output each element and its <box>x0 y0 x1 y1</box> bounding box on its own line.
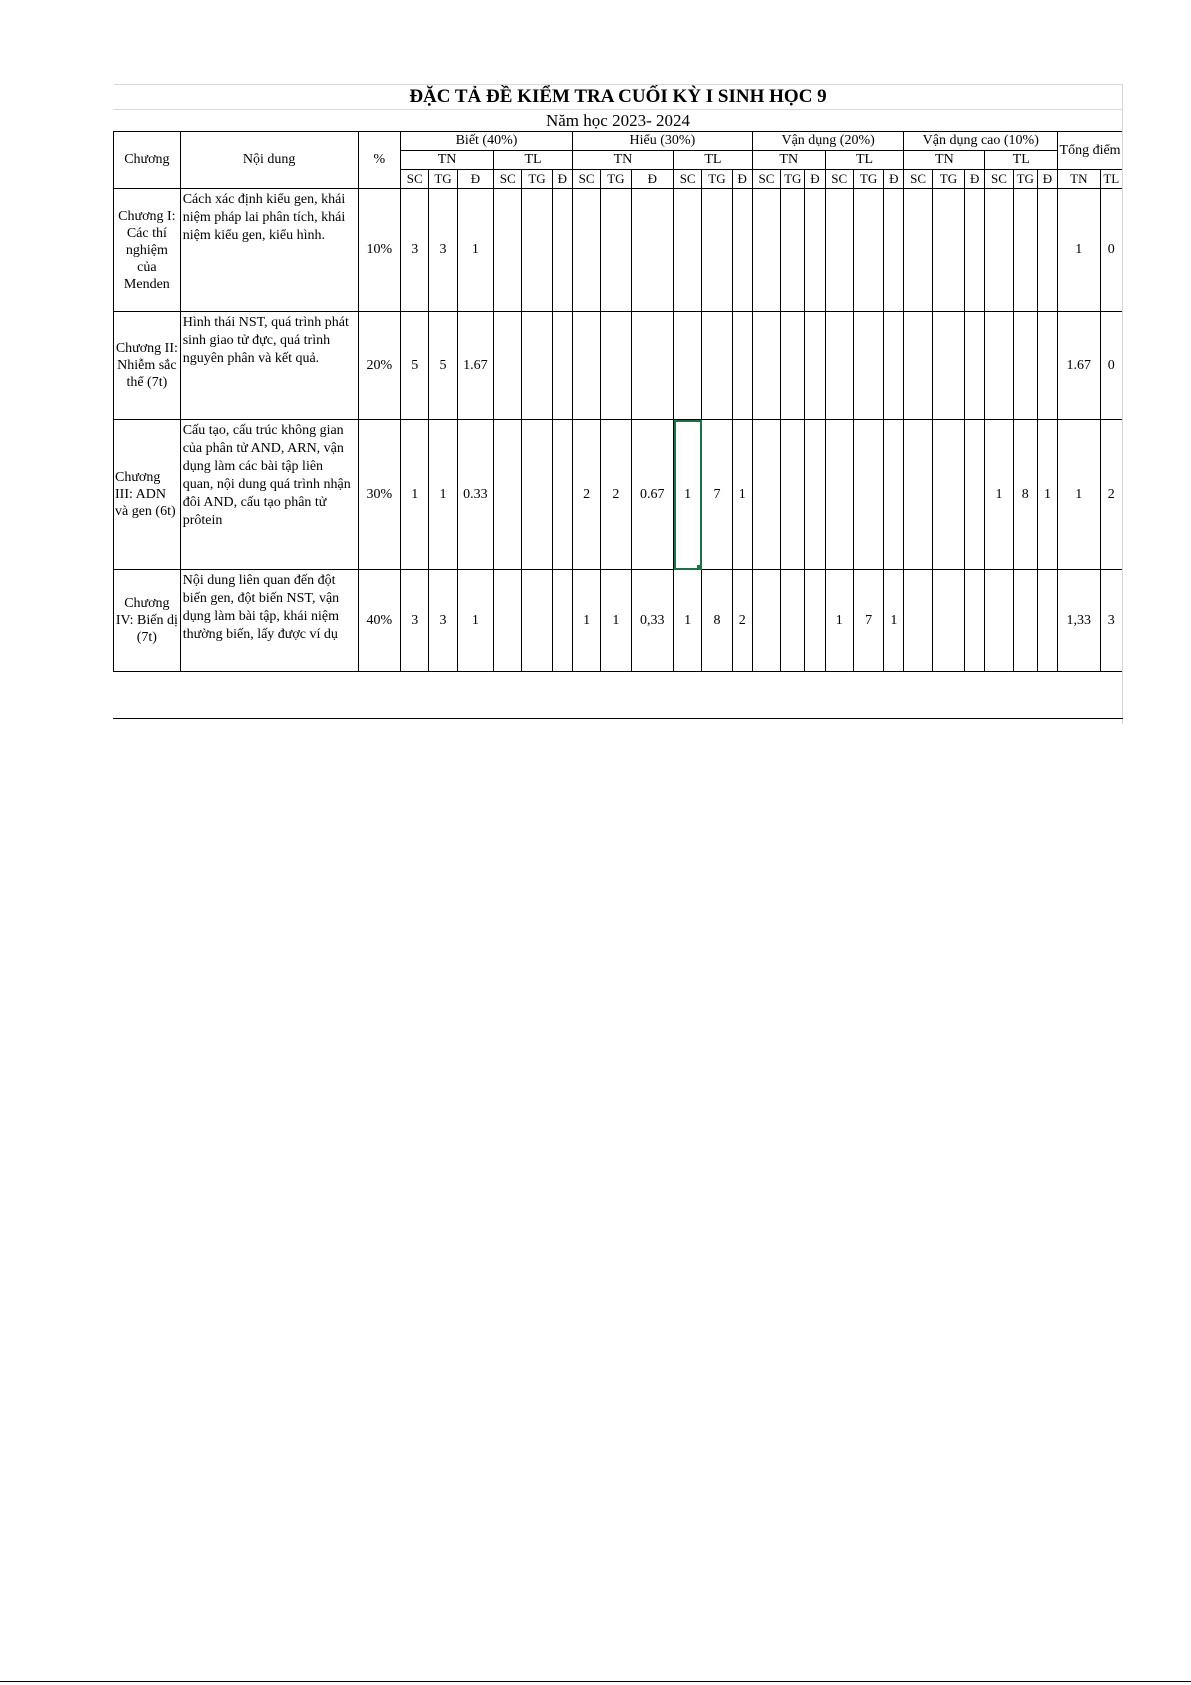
value-cell[interactable] <box>904 189 932 312</box>
total-tl-cell[interactable]: 0 <box>1100 189 1122 312</box>
value-cell[interactable] <box>494 420 522 570</box>
percent-cell[interactable]: 30% <box>358 420 400 570</box>
header-noi-dung: Nội dung <box>180 132 358 189</box>
content-cell[interactable]: Cấu tạo, cấu trúc không gian của phân tử AND, ARN, vận dụng làm các bài tập liên quan, nội dung quá trình nhận đôi AND, cấu tạo phân tử prôtein <box>180 420 358 570</box>
header-hieu-tl: TL <box>674 151 753 170</box>
value-cell[interactable]: 2 <box>732 570 752 672</box>
value-cell[interactable] <box>904 420 932 570</box>
value-cell[interactable] <box>1037 189 1057 312</box>
page-break-guide <box>1122 84 1123 724</box>
value-cell[interactable]: 1 <box>674 570 702 672</box>
header-hieu-tl-sc: SC <box>674 170 702 189</box>
value-cell[interactable] <box>805 570 825 672</box>
value-cell[interactable] <box>522 189 552 312</box>
header-van-dung-cao-tn: TN <box>904 151 985 170</box>
total-tn-cell[interactable]: 1 <box>1058 420 1100 570</box>
total-tn-cell[interactable]: 1.67 <box>1058 312 1100 420</box>
header-hieu-tn-tg: TG <box>601 170 631 189</box>
value-cell[interactable] <box>494 312 522 420</box>
value-cell[interactable]: 1 <box>457 570 493 672</box>
header-hieu-tl-d: Đ <box>732 170 752 189</box>
header-van-dung-cao-tl-d: Đ <box>1037 170 1057 189</box>
table-row <box>114 570 1123 672</box>
value-cell[interactable]: 2 <box>572 420 600 570</box>
value-cell[interactable] <box>552 189 572 312</box>
value-cell[interactable] <box>853 420 883 570</box>
value-cell[interactable] <box>932 420 964 570</box>
value-cell[interactable]: 1 <box>601 570 631 672</box>
value-cell[interactable]: 1 <box>732 420 752 570</box>
value-cell[interactable] <box>985 312 1013 420</box>
value-cell[interactable]: 0.33 <box>457 420 493 570</box>
header-level-van-dung-cao: Vận dụng cao (10%) <box>904 132 1058 151</box>
header-van-dung-tn-tg: TG <box>781 170 805 189</box>
value-cell[interactable]: 1 <box>884 570 904 672</box>
header-chuong: Chương <box>114 132 181 189</box>
chapter-cell[interactable]: Chương II: Nhiễm sắc thể (7t) <box>114 312 181 420</box>
value-cell[interactable] <box>781 420 805 570</box>
header-hieu-tl-tg: TG <box>702 170 732 189</box>
value-cell[interactable] <box>825 420 853 570</box>
value-cell[interactable] <box>702 189 732 312</box>
value-cell[interactable] <box>1013 312 1037 420</box>
header-van-dung-tl-d: Đ <box>884 170 904 189</box>
value-cell[interactable] <box>752 420 780 570</box>
fill-handle[interactable] <box>697 565 702 570</box>
header-total-tn: TN <box>1058 170 1100 189</box>
value-cell[interactable] <box>1037 570 1057 672</box>
percent-cell[interactable]: 40% <box>358 570 400 672</box>
value-cell[interactable] <box>674 189 702 312</box>
value-cell[interactable] <box>781 189 805 312</box>
value-cell[interactable] <box>552 312 572 420</box>
value-cell[interactable] <box>522 420 552 570</box>
content-cell[interactable]: Hình thái NST, quá trình phát sinh giao tử đực, quá trình nguyên phân và kết quả. <box>180 312 358 420</box>
value-cell[interactable]: 1 <box>572 570 600 672</box>
header-level-biet: Biết (40%) <box>401 132 573 151</box>
value-cell[interactable]: 1 <box>825 570 853 672</box>
value-cell[interactable] <box>552 420 572 570</box>
header-van-dung-cao-tl-sc: SC <box>985 170 1013 189</box>
value-cell[interactable] <box>825 312 853 420</box>
value-cell[interactable] <box>572 189 600 312</box>
header-total-tl: TL <box>1100 170 1122 189</box>
value-cell[interactable]: 5 <box>401 312 429 420</box>
value-cell[interactable] <box>1013 570 1037 672</box>
value-cell[interactable] <box>631 312 673 420</box>
total-tl-cell[interactable]: 3 <box>1100 570 1122 672</box>
chapter-cell[interactable]: Chương IV: Biến dị (7t) <box>114 570 181 672</box>
table-row <box>114 420 1123 570</box>
total-tl-cell[interactable]: 0 <box>1100 312 1122 420</box>
header-level-van-dung: Vận dụng (20%) <box>752 132 904 151</box>
header-van-dung-tn-sc: SC <box>752 170 780 189</box>
total-tl-cell[interactable]: 2 <box>1100 420 1122 570</box>
header-tong-diem: Tổng điểm <box>1058 132 1123 170</box>
value-cell[interactable]: 0,33 <box>631 570 673 672</box>
content-cell[interactable]: Nội dung liên quan đến đột biến gen, đột biến NST, vận dụng làm bài tập, khái niệm thường biến, lấy được ví dụ <box>180 570 358 672</box>
value-cell[interactable]: 3 <box>429 570 457 672</box>
value-cell[interactable] <box>884 420 904 570</box>
value-cell[interactable] <box>965 312 985 420</box>
header-biet-tn-d: Đ <box>457 170 493 189</box>
value-cell[interactable]: 7 <box>702 420 732 570</box>
value-cell[interactable] <box>904 312 932 420</box>
value-cell[interactable] <box>884 189 904 312</box>
chapter-cell[interactable]: Chương I: Các thí nghiệm của Menden <box>114 189 181 312</box>
value-cell[interactable] <box>1037 312 1057 420</box>
value-cell[interactable] <box>552 570 572 672</box>
value-cell[interactable] <box>494 189 522 312</box>
header-biet-tl-sc: SC <box>494 170 522 189</box>
value-cell[interactable] <box>674 312 702 420</box>
value-cell[interactable]: 3 <box>401 570 429 672</box>
table-row <box>114 189 1123 312</box>
value-cell[interactable] <box>494 570 522 672</box>
header-van-dung-tn: TN <box>752 151 825 170</box>
value-cell[interactable] <box>932 570 964 672</box>
total-tn-cell[interactable]: 1,33 <box>1058 570 1100 672</box>
value-cell[interactable] <box>965 570 985 672</box>
header-level-hieu: Hiểu (30%) <box>572 132 752 151</box>
value-cell[interactable]: 8 <box>1013 420 1037 570</box>
value-cell[interactable] <box>904 570 932 672</box>
header-van-dung-tl: TL <box>825 151 904 170</box>
value-cell[interactable] <box>1013 189 1037 312</box>
value-cell[interactable]: 2 <box>601 420 631 570</box>
spreadsheet-page <box>113 84 1123 672</box>
value-cell[interactable] <box>732 189 752 312</box>
value-cell[interactable] <box>965 420 985 570</box>
value-cell[interactable]: 3 <box>429 189 457 312</box>
header-percent: % <box>358 132 400 189</box>
value-cell[interactable] <box>601 312 631 420</box>
value-cell[interactable]: 7 <box>853 570 883 672</box>
value-cell[interactable]: 1 <box>429 420 457 570</box>
header-biet-tn: TN <box>401 151 494 170</box>
value-cell[interactable] <box>985 570 1013 672</box>
header-van-dung-cao-tl-tg: TG <box>1013 170 1037 189</box>
header-van-dung-cao-tn-tg: TG <box>932 170 964 189</box>
value-cell[interactable] <box>985 189 1013 312</box>
value-cell[interactable] <box>853 312 883 420</box>
value-cell[interactable] <box>752 312 780 420</box>
header-van-dung-cao-tn-d: Đ <box>965 170 985 189</box>
spec-table <box>113 84 1123 672</box>
value-cell[interactable]: 1 <box>985 420 1013 570</box>
header-van-dung-tn-d: Đ <box>805 170 825 189</box>
value-cell[interactable] <box>884 312 904 420</box>
table-bottom-edge <box>113 718 1123 725</box>
header-van-dung-tl-sc: SC <box>825 170 853 189</box>
value-cell[interactable] <box>825 189 853 312</box>
value-cell[interactable] <box>805 420 825 570</box>
value-cell[interactable] <box>732 312 752 420</box>
header-biet-tn-sc: SC <box>401 170 429 189</box>
value-cell[interactable] <box>781 312 805 420</box>
value-cell[interactable] <box>805 189 825 312</box>
header-hieu-tn-sc: SC <box>572 170 600 189</box>
value-cell[interactable] <box>853 189 883 312</box>
total-tn-cell[interactable]: 1 <box>1058 189 1100 312</box>
header-hieu-tn: TN <box>572 151 673 170</box>
sheet-title: ĐẶC TẢ ĐỀ KIỂM TRA CUỐI KỲ I SINH HỌC 9 <box>114 85 1123 110</box>
header-biet-tn-tg: TG <box>429 170 457 189</box>
percent-cell[interactable]: 20% <box>358 312 400 420</box>
value-cell[interactable] <box>522 570 552 672</box>
header-biet-tl-tg: TG <box>522 170 552 189</box>
value-cell[interactable]: 1 <box>401 420 429 570</box>
value-cell[interactable] <box>752 189 780 312</box>
header-van-dung-tl-tg: TG <box>853 170 883 189</box>
value-cell[interactable]: 1 <box>457 189 493 312</box>
value-cell[interactable]: 1.67 <box>457 312 493 420</box>
header-hieu-tn-d: Đ <box>631 170 673 189</box>
sheet-subtitle: Năm học 2023- 2024 <box>114 110 1123 132</box>
value-cell[interactable]: 5 <box>429 312 457 420</box>
header-biet-tl: TL <box>494 151 573 170</box>
page-footer-line <box>0 1681 1191 1682</box>
value-cell[interactable] <box>572 312 600 420</box>
value-cell[interactable]: 3 <box>401 189 429 312</box>
selected-cell-value: 1 <box>684 486 692 502</box>
table-row <box>114 312 1123 420</box>
value-cell[interactable] <box>805 312 825 420</box>
value-cell[interactable] <box>752 570 780 672</box>
chapter-cell[interactable]: Chương III: ADN và gen (6t) <box>114 420 181 570</box>
value-cell[interactable] <box>965 189 985 312</box>
value-cell[interactable]: 1 <box>1037 420 1057 570</box>
value-cell[interactable] <box>522 312 552 420</box>
value-cell[interactable] <box>781 570 805 672</box>
value-cell[interactable] <box>932 189 964 312</box>
header-biet-tl-d: Đ <box>552 170 572 189</box>
value-cell[interactable] <box>932 312 964 420</box>
percent-cell[interactable]: 10% <box>358 189 400 312</box>
value-cell[interactable] <box>601 189 631 312</box>
header-van-dung-cao-tn-sc: SC <box>904 170 932 189</box>
value-cell[interactable]: 8 <box>702 570 732 672</box>
value-cell[interactable] <box>702 312 732 420</box>
value-cell[interactable] <box>631 189 673 312</box>
value-cell[interactable]: 0.67 <box>631 420 673 570</box>
header-van-dung-cao-tl: TL <box>985 151 1058 170</box>
content-cell[interactable]: Cách xác định kiểu gen, khái niệm pháp lai phân tích, khái niệm kiểu gen, kiểu hình. <box>180 189 358 312</box>
selected-cell[interactable] <box>674 420 702 570</box>
